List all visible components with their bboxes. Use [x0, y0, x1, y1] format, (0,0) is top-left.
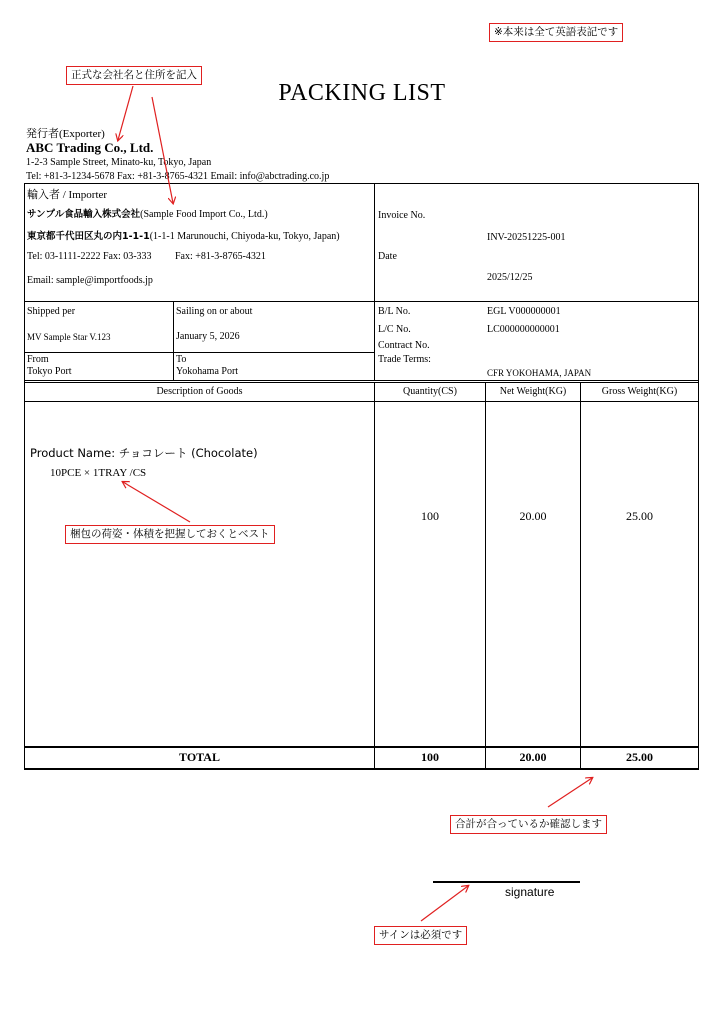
date-label: Date: [378, 251, 397, 262]
product-packing: 10PCE × 1TRAY /CS: [50, 467, 147, 479]
exporter-name: ABC Trading Co., Ltd.: [26, 140, 154, 155]
product-gross-weight: 25.00: [626, 509, 653, 523]
arrow-signature: [421, 886, 468, 921]
lc-label: L/C No.: [378, 324, 411, 335]
arrow-company-importer: [152, 97, 173, 203]
total-quantity: 100: [421, 750, 439, 764]
lc-value: LC000000000001: [487, 324, 560, 335]
sailing-label: Sailing on or about: [176, 306, 253, 317]
bl-label: B/L No.: [378, 306, 411, 317]
trade-value: CFR YOKOHAMA, JAPAN: [487, 368, 592, 378]
importer-email: Email: sample@importfoods.jp: [27, 275, 153, 286]
importer-name-jp: サンプル食品輸入株式会社: [27, 209, 141, 220]
exporter-label: 発行者(Exporter): [26, 128, 105, 140]
total-net-weight: 20.00: [519, 750, 547, 764]
from-value: Tokyo Port: [27, 366, 72, 377]
sailing-value: January 5, 2026: [176, 331, 240, 342]
header-gross-weight: Gross Weight(KG): [601, 386, 678, 397]
invoice-no-value: INV-20251225-001: [487, 232, 566, 243]
arrow-total: [548, 778, 592, 807]
bl-value: EGL V000000001: [487, 306, 561, 317]
sign-note: サインは必須です: [374, 926, 467, 945]
packing-note: 梱包の荷姿・体積を把握しておくとベスト: [65, 525, 275, 544]
product-quantity: 100: [421, 509, 439, 523]
signature-label: signature: [505, 885, 555, 899]
contract-label: Contract No.: [378, 340, 430, 351]
importer-tel: Tel: 03-1111-2222 Fax: 03-333: [27, 251, 152, 262]
arrow-company-exporter: [118, 86, 133, 140]
product-net-weight: 20.00: [519, 509, 547, 523]
date-value: 2025/12/25: [487, 272, 533, 283]
invoice-no-label: Invoice No.: [378, 210, 426, 221]
company-note: 正式な会社名と住所を記入: [66, 66, 202, 85]
header-description: Description of Goods: [156, 386, 243, 397]
arrow-packing: [123, 482, 190, 522]
page-title: PACKING LIST: [278, 80, 446, 106]
importer-address-jp: 東京都千代田区丸の内1-1-1: [27, 231, 150, 242]
exporter-contact: Tel: +81-3-1234-5678 Fax: +81-3-8765-4321 Email: info@abctrading.co.jp: [26, 171, 330, 182]
from-label: From: [27, 354, 49, 365]
english-note: ※本来は全て英語表記です: [489, 23, 623, 42]
to-value: Yokohama Port: [176, 366, 239, 377]
exporter-address: 1-2-3 Sample Street, Minato-ku, Tokyo, Japan: [26, 157, 212, 168]
shipped-per-label: Shipped per: [27, 306, 76, 317]
shipped-per-value: MV Sample Star V.123: [27, 332, 111, 342]
header-quantity: Quantity(CS): [403, 386, 457, 397]
total-label: TOTAL: [179, 750, 220, 764]
importer-name-en: (Sample Food Import Co., Ltd.): [140, 209, 268, 220]
to-label: To: [176, 354, 187, 365]
header-net-weight: Net Weight(KG): [499, 386, 567, 397]
trade-label: Trade Terms:: [378, 354, 431, 365]
product-name: Product Name: チョコレート (Chocolate): [30, 446, 258, 460]
importer-fax: Fax: +81-3-8765-4321: [175, 251, 266, 262]
importer-label: 輸入者 / Importer: [27, 189, 108, 201]
total-gross-weight: 25.00: [626, 750, 653, 764]
importer-address-en: (1-1-1 Marunouchi, Chiyoda-ku, Tokyo, Japan): [149, 231, 340, 242]
total-note: 合計が合っているか確認します: [450, 815, 607, 834]
